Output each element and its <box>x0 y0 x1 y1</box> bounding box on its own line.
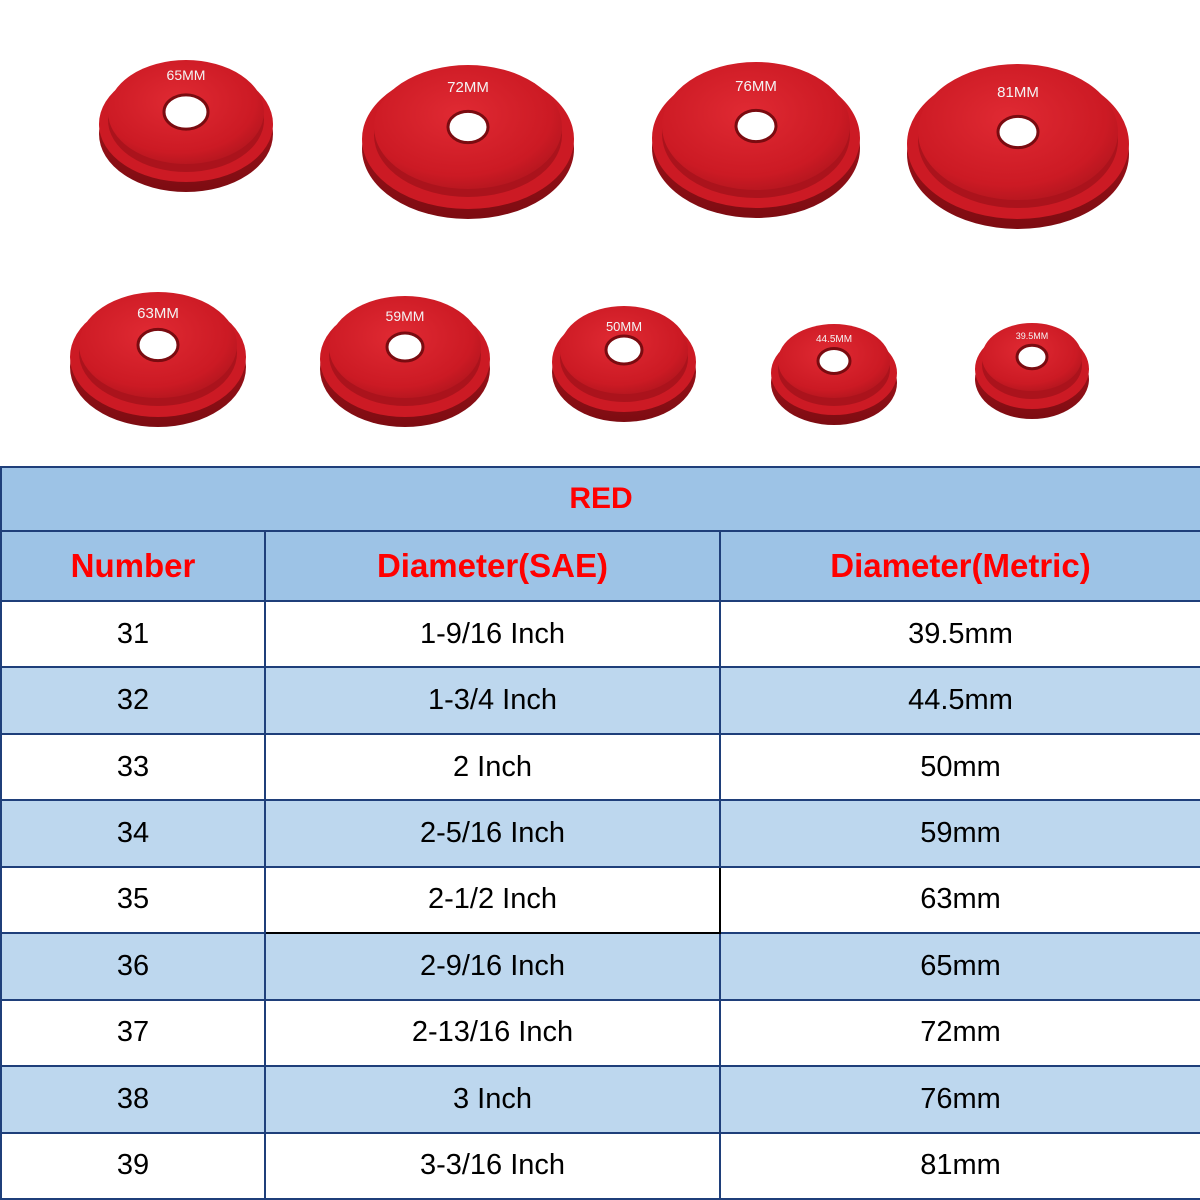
cell-number: 32 <box>1 667 265 733</box>
disc-size-label: 50MM <box>605 319 643 334</box>
header-number: Number <box>1 531 265 601</box>
disc-1 <box>99 60 273 192</box>
cell-number: 35 <box>1 867 265 933</box>
cell-metric: 50mm <box>720 734 1200 800</box>
table-row <box>1 867 1200 933</box>
cell-metric: 72mm <box>720 1000 1200 1066</box>
cell-number: 34 <box>1 800 265 866</box>
cell-number: 37 <box>1 1000 265 1066</box>
disc-size-label: 39.5MM <box>1015 331 1049 341</box>
disc-size-label: 81MM <box>997 84 1039 101</box>
cell-metric: 81mm <box>720 1133 1200 1200</box>
disc-size-label: 44.5MM <box>815 334 853 345</box>
table-row <box>1 1000 1200 1066</box>
cell-metric: 65mm <box>720 933 1200 999</box>
header-diameter-sae: Diameter(SAE) <box>265 531 720 601</box>
cell-sae: 3-3/16 Inch <box>265 1133 720 1200</box>
cell-number: 36 <box>1 933 265 999</box>
cell-sae: 2 Inch <box>265 734 720 800</box>
cell-metric: 44.5mm <box>720 667 1200 733</box>
table-title: RED <box>1 467 1200 531</box>
disc-size-label: 72MM <box>447 79 489 96</box>
cell-sae: 3 Inch <box>265 1066 720 1132</box>
cell-number: 38 <box>1 1066 265 1132</box>
cell-metric: 76mm <box>720 1066 1200 1132</box>
disc-8 <box>771 324 897 425</box>
cell-metric: 39.5mm <box>720 601 1200 667</box>
header-diameter-metric: Diameter(Metric) <box>720 531 1200 601</box>
disc-6 <box>320 296 490 427</box>
disc-9 <box>975 323 1089 419</box>
cell-metric: 59mm <box>720 800 1200 866</box>
size-chart-table <box>0 466 1200 1200</box>
cell-sae: 2-1/2 Inch <box>265 867 720 933</box>
cell-sae: 1-3/4 Inch <box>265 667 720 733</box>
cell-sae: 2-5/16 Inch <box>265 800 720 866</box>
table-row <box>1 734 1200 800</box>
disc-size-label: 76MM <box>735 78 777 95</box>
disc-4 <box>907 64 1129 229</box>
disc-size-label: 63MM <box>137 305 179 322</box>
cell-number: 33 <box>1 734 265 800</box>
cell-sae: 2-13/16 Inch <box>265 1000 720 1066</box>
cell-number: 31 <box>1 601 265 667</box>
disc-5 <box>70 292 246 427</box>
cell-number: 39 <box>1 1133 265 1200</box>
bushing-driver-discs-image <box>0 0 1200 466</box>
disc-size-label: 59MM <box>385 308 425 324</box>
table-row <box>1 800 1200 866</box>
cell-metric: 63mm <box>720 867 1200 933</box>
cell-sae: 1-9/16 Inch <box>265 601 720 667</box>
table-row <box>1 667 1200 733</box>
table-row <box>1 933 1200 999</box>
disc-size-label: 65MM <box>166 67 206 83</box>
table-row <box>1 1066 1200 1132</box>
cell-sae: 2-9/16 Inch <box>265 933 720 999</box>
table-row <box>1 601 1200 667</box>
table-row <box>1 1133 1200 1200</box>
disc-7 <box>552 306 696 422</box>
disc-2 <box>362 65 574 219</box>
disc-3 <box>652 62 860 218</box>
